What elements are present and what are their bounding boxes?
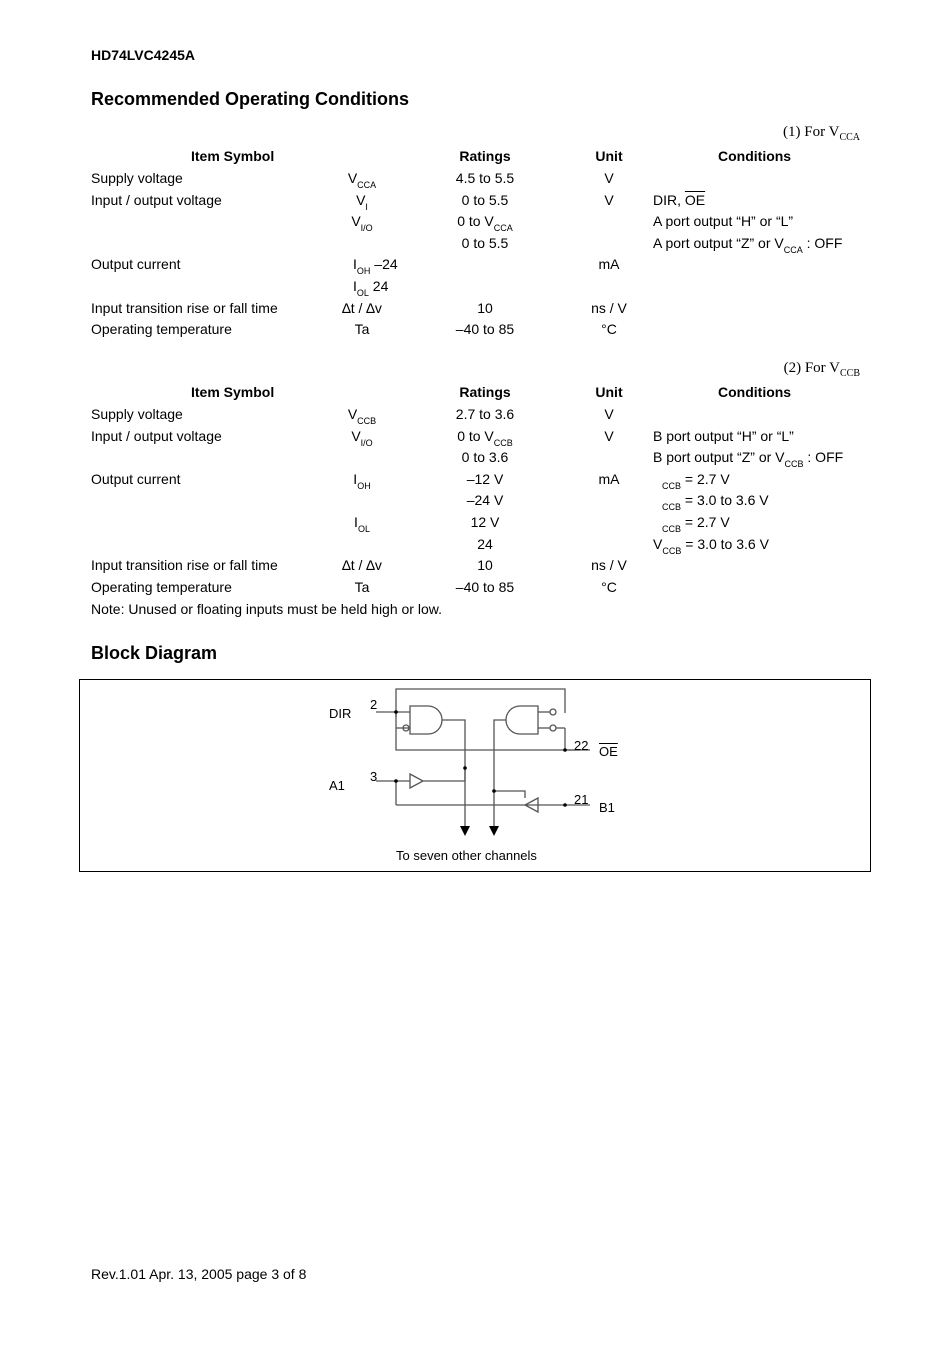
row-rating bbox=[425, 321, 545, 337]
row-symbol bbox=[327, 514, 397, 534]
row-rating bbox=[425, 514, 545, 530]
row-unit: V bbox=[604, 191, 614, 208]
row-unit: V bbox=[604, 427, 614, 444]
row-condition bbox=[653, 449, 843, 469]
symbol-text: V bbox=[351, 427, 361, 444]
symbol-text: V bbox=[351, 213, 361, 230]
row-item: Output current bbox=[91, 470, 181, 487]
page-footer: Rev.1.01 Apr. 13, 2005 page 3 of 8 bbox=[91, 1266, 307, 1282]
row-symbol bbox=[353, 278, 423, 298]
row-symbol bbox=[327, 321, 397, 337]
rating-text: 0 to V bbox=[457, 427, 494, 444]
row-rating bbox=[425, 579, 545, 595]
row-condition bbox=[653, 428, 794, 444]
diagram-pin-dir: 2 bbox=[370, 697, 378, 712]
rating-text: 0 to 3.6 bbox=[461, 449, 509, 466]
header-conditions: Conditions bbox=[718, 148, 792, 164]
row-item: Input transition rise or fall time bbox=[91, 299, 278, 316]
diagram-dir-label: DIR bbox=[329, 706, 352, 721]
condition-tail: = 2.7 V bbox=[681, 470, 730, 487]
document-id: HD74LVC4245A bbox=[91, 47, 196, 63]
symbol-text: ∆t / ∆v bbox=[342, 557, 382, 574]
row-symbol bbox=[327, 406, 397, 426]
row-unit: °C bbox=[601, 321, 617, 338]
row-item: Input transition rise or fall time bbox=[91, 557, 278, 574]
row-condition bbox=[653, 492, 769, 512]
rating-text: –40 to 85 bbox=[455, 321, 515, 338]
diagram-pin-b1: 21 bbox=[574, 792, 589, 807]
row-symbol bbox=[327, 300, 397, 316]
rating-text: –12 V bbox=[466, 470, 504, 487]
row-condition bbox=[653, 192, 705, 208]
condition-tail: = 2.7 V bbox=[681, 514, 730, 530]
table2-caption: (2) For $V_{CCB}$ bbox=[783, 360, 860, 379]
diagram-oe-label: $\overline{OE}$ bbox=[599, 744, 618, 759]
symbol-text: I bbox=[353, 256, 357, 273]
row-condition bbox=[653, 514, 730, 534]
row-item: Operating temperature bbox=[91, 578, 232, 595]
table2-note: Note: Unused or floating inputs must be held high or low. bbox=[91, 601, 442, 617]
row-rating bbox=[425, 192, 545, 208]
diagram-pin-a1: 3 bbox=[370, 769, 378, 784]
diagram-a1-label: A1 bbox=[329, 778, 345, 793]
symbol-subscript: OL bbox=[356, 288, 369, 298]
row-item: Output current bbox=[91, 256, 181, 273]
row-condition bbox=[653, 213, 793, 229]
symbol-text: Ta bbox=[354, 578, 370, 595]
row-item: Operating temperature bbox=[91, 321, 232, 338]
rating-text: 10 bbox=[477, 557, 493, 574]
section-title-recommended-operating-conditions: Recommended Operating Conditions bbox=[91, 89, 410, 109]
diagram-caption: To seven other channels bbox=[396, 848, 537, 863]
symbol-subscript: I/O bbox=[360, 223, 373, 234]
rating-text: –24 V bbox=[466, 492, 504, 509]
symbol-text: I bbox=[354, 514, 358, 530]
condition-tail: = 3.0 to 3.6 V bbox=[681, 492, 769, 509]
condition-subscript: CCB bbox=[662, 480, 682, 491]
symbol-value: 24 bbox=[368, 278, 389, 294]
condition-text: B port output “H” or “L” bbox=[653, 427, 794, 444]
rating-text: 10 bbox=[477, 299, 493, 316]
row-unit: mA bbox=[598, 470, 620, 487]
rating-text: 12 V bbox=[470, 514, 500, 530]
row-symbol bbox=[327, 428, 397, 448]
section-title-block-diagram: Block Diagram bbox=[91, 643, 218, 663]
symbol-subscript: I/O bbox=[360, 437, 373, 448]
row-condition bbox=[653, 536, 769, 556]
row-unit: V bbox=[604, 170, 614, 186]
condition-overline-text: $\overline{OE}$ bbox=[684, 191, 706, 208]
symbol-text: I bbox=[353, 470, 358, 487]
symbol-subscript: OH bbox=[356, 266, 371, 277]
row-condition bbox=[653, 235, 842, 255]
row-item: Input / output voltage bbox=[91, 427, 222, 444]
condition-text: A port output “Z” or V bbox=[653, 234, 784, 251]
rating-subscript: CCA bbox=[493, 223, 513, 234]
header-item-symbol: Item Symbol bbox=[191, 148, 275, 164]
row-rating bbox=[425, 300, 545, 316]
condition-subscript: CCB bbox=[662, 524, 682, 534]
header-unit: Unit bbox=[595, 148, 623, 164]
row-rating bbox=[425, 213, 545, 233]
row-symbol bbox=[327, 192, 397, 212]
condition-subscript: CCB bbox=[662, 545, 682, 556]
table1-caption: (1) For $V_{CCA}$ bbox=[783, 124, 860, 143]
condition-text: A port output “H” or “L” bbox=[653, 213, 794, 230]
block-diagram-schematic bbox=[80, 680, 872, 873]
row-symbol bbox=[327, 213, 397, 233]
row-symbol bbox=[327, 170, 397, 190]
condition-tail: : OFF bbox=[802, 234, 843, 251]
row-symbol bbox=[327, 557, 397, 573]
diagram-pin-oe: 22 bbox=[574, 738, 589, 753]
row-rating bbox=[425, 536, 545, 552]
row-symbol bbox=[327, 471, 397, 491]
symbol-subscript: I bbox=[365, 201, 368, 212]
condition-subscript: CCB bbox=[662, 502, 682, 513]
rating-text: 24 bbox=[477, 535, 493, 552]
rating-text: 0 to 5.5 bbox=[461, 191, 509, 208]
header-item-symbol: Item Symbol bbox=[191, 384, 275, 400]
rating-text: –40 to 85 bbox=[455, 578, 515, 595]
row-item: Supply voltage bbox=[91, 406, 183, 422]
header-ratings: Ratings bbox=[459, 148, 511, 164]
condition-text: DIR, bbox=[653, 191, 685, 208]
symbol-subscript: OL bbox=[357, 524, 370, 534]
row-item: Supply voltage bbox=[91, 170, 183, 186]
diagram-b1-label: B1 bbox=[599, 800, 615, 815]
row-unit: V bbox=[604, 406, 614, 422]
condition-subscript: CCA bbox=[783, 244, 803, 255]
symbol-text: Ta bbox=[354, 321, 370, 338]
symbol-text: V bbox=[356, 191, 366, 208]
condition-tail: : OFF bbox=[803, 449, 844, 466]
symbol-text: ∆t / ∆v bbox=[342, 299, 382, 316]
symbol-text: I bbox=[353, 278, 357, 294]
rating-text: 2.7 to 3.6 bbox=[455, 406, 515, 422]
symbol-subscript: CCA bbox=[357, 180, 377, 190]
symbol-subscript: CCB bbox=[357, 416, 377, 426]
header-ratings: Ratings bbox=[459, 384, 511, 400]
rating-text: 0 to 5.5 bbox=[461, 234, 509, 251]
row-rating bbox=[425, 471, 545, 487]
row-rating bbox=[425, 170, 545, 186]
block-diagram bbox=[79, 679, 871, 872]
row-unit: ns / V bbox=[591, 557, 627, 574]
row-rating bbox=[425, 492, 545, 508]
rating-text: 0 to V bbox=[457, 213, 494, 230]
header-unit: Unit bbox=[595, 384, 623, 400]
rating-subscript: CCB bbox=[493, 437, 513, 448]
row-unit: ns / V bbox=[591, 299, 627, 316]
symbol-subscript: OH bbox=[357, 480, 371, 491]
row-rating bbox=[425, 406, 545, 422]
rating-text: 4.5 to 5.5 bbox=[455, 170, 515, 186]
row-condition bbox=[653, 471, 730, 491]
row-rating bbox=[425, 557, 545, 573]
header-conditions: Conditions bbox=[718, 384, 792, 400]
symbol-value: –24 bbox=[370, 256, 398, 273]
condition-text: B port output “Z” or V bbox=[653, 449, 785, 466]
condition-text: V bbox=[653, 535, 663, 552]
symbol-text: V bbox=[347, 170, 358, 186]
row-symbol bbox=[353, 256, 423, 276]
row-item: Input / output voltage bbox=[91, 191, 222, 208]
row-symbol bbox=[327, 579, 397, 595]
row-rating bbox=[425, 428, 545, 448]
symbol-text: V bbox=[347, 406, 358, 422]
condition-tail: = 3.0 to 3.6 V bbox=[681, 535, 769, 552]
row-rating bbox=[425, 235, 545, 251]
row-unit: °C bbox=[601, 578, 617, 595]
row-unit: mA bbox=[598, 256, 620, 273]
condition-subscript: CCB bbox=[784, 459, 804, 470]
row-rating bbox=[425, 449, 545, 465]
